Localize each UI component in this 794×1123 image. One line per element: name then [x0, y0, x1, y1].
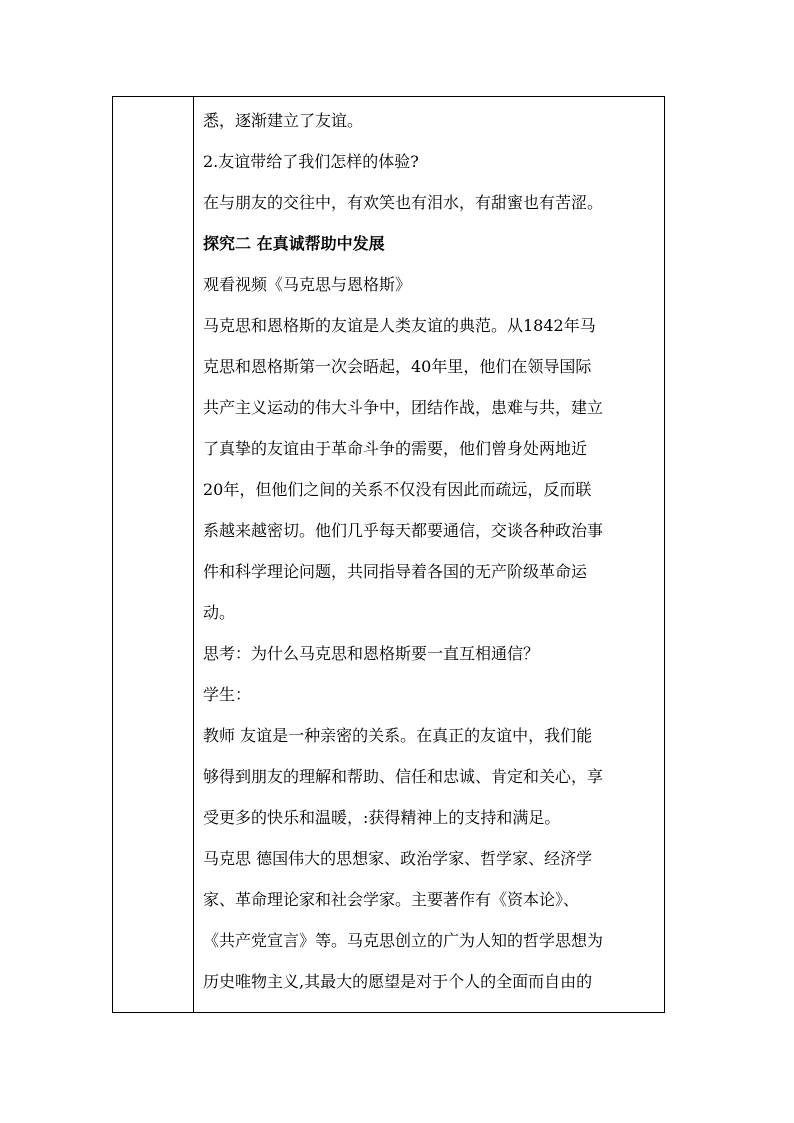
text-line: 家、革命理论家和社会学家。主要著作有《资本论》、 — [203, 890, 580, 909]
text-line: 系越来越密切。他们几乎每天都要通信，交谈各种政治事 — [203, 521, 604, 540]
text-line: 了真挚的友谊由于革命斗争的需要，他们曾身处两地近 — [203, 439, 588, 458]
text-line: 历史唯物主义,其最大的愿望是对于个人的全面而自由的 — [203, 972, 593, 991]
text-line: 学生： — [203, 685, 252, 704]
text-line: 马克思 德国伟大的思想家、政治学家、哲学家、经济学 — [203, 849, 593, 868]
lesson-table — [112, 96, 665, 1013]
question-line: 思考：为什么马克思和恩格斯要一直互相通信？ — [203, 644, 540, 663]
content-cell — [194, 97, 664, 1012]
text-line: 克思和恩格斯第一次会晤起，40年里，他们在领导国际 — [203, 357, 592, 376]
text-line: 共产主义运动的伟大斗争中，团结作战，患难与共，建立 — [203, 398, 604, 417]
text-line: 《共产党宣言》等。马克思创立的广为人知的哲学思想为 — [203, 931, 604, 950]
text-line: 在与朋友的交往中，有欢笑也有泪水，有甜蜜也有苦涩。 — [203, 193, 604, 212]
text-line: 教师 友谊是一种亲密的关系。在真正的友谊中，我们能 — [203, 726, 593, 745]
text-line: 观看视频《马克思与恩格斯》 — [203, 275, 412, 294]
text-line: 20年，但他们之间的关系不仅没有因此而疏远，反而联 — [203, 480, 592, 499]
text-line: 动。 — [203, 603, 236, 622]
question-line: 2.友谊带给了我们怎样的体验? — [203, 152, 419, 171]
text-line: 悉，逐渐建立了友谊。 — [203, 111, 364, 130]
text-line: 马克思和恩格斯的友谊是人类友谊的典范。从1842年马 — [203, 316, 596, 335]
left-empty-cell — [113, 97, 194, 1012]
text-line: 够得到朋友的理解和帮助、信任和忠诚、肯定和关心，享 — [203, 767, 604, 786]
text-line: 受更多的快乐和温暖，:获得精神上的支持和满足。 — [203, 808, 561, 827]
text-line: 件和科学理论问题，共同指导着各国的无产阶级革命运 — [203, 562, 588, 581]
section-heading: 探究二 在真诚帮助中发展 — [203, 234, 385, 253]
